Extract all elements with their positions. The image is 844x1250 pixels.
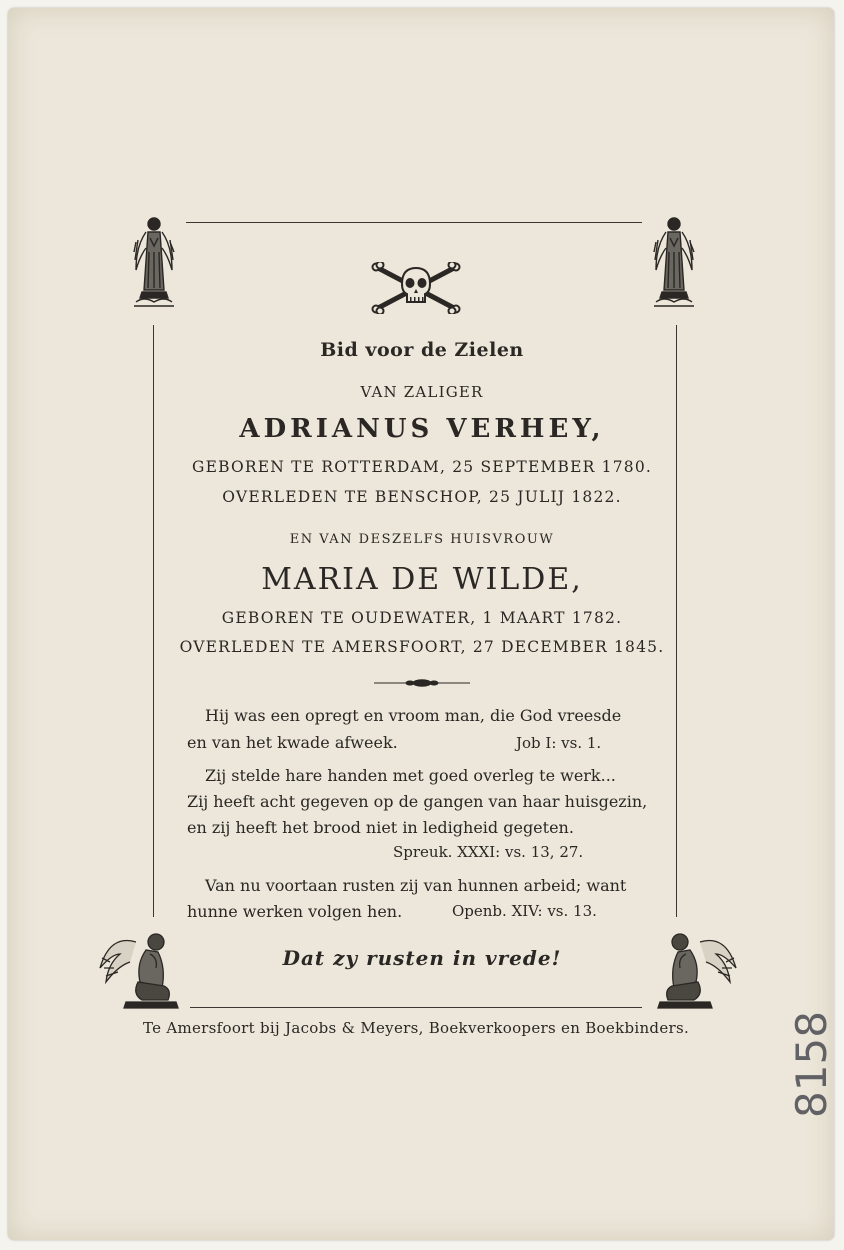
printer-imprint: Te Amersfoort bij Jacobs & Meyers, Boekverkoopers en Boekbinders. [142,1019,690,1037]
standing-praying-angel-icon [130,212,178,312]
bottom-rule [190,1007,642,1008]
closing-prayer: Dat zy rusten in vrede! [282,946,562,970]
top-rule [186,222,642,223]
verse-1-line-1: Hij was een opregt en vroom man, die God vreesde [205,706,622,725]
fleuron-divider [372,676,472,690]
death-line-2: OVERLEDEN TE AMERSFOORT, 27 DECEMBER 1845. [179,638,665,656]
verse-2-line-2: Zij heeft acht gegeven op de gangen van haar huisgezin, [187,792,648,811]
inventory-number: 8158 [786,1011,836,1118]
verse-2-reference: Spreuk. XXXI: vs. 13, 27. [393,843,584,861]
death-line-1: OVERLEDEN TE BENSCHOP, 25 JULIJ 1822. [222,488,622,506]
verse-2-line-3: en zij heeft het brood niet in ledigheid gegeten. [187,818,574,837]
heading: Bid voor de Zielen [320,339,524,361]
verse-3-line-1: Van nu voortaan rusten zij van hunnen arbeid; want [205,876,627,895]
verse-3-reference: Openb. XIV: vs. 13. [452,902,597,920]
verse-1-line-2: en van het kwade afweek. [187,733,398,752]
birth-line-2: GEBOREN TE OUDEWATER, 1 MAART 1782. [221,609,623,627]
kneeling-weeping-angel-icon [96,928,184,1014]
connector-line: EN VAN DESZELFS HUISVROUW [289,532,555,547]
verse-1-reference: Job I: vs. 1. [516,734,602,752]
kneeling-weeping-angel-icon [652,928,740,1014]
van-zaliger: VAN ZALIGER [360,383,484,401]
name-adrianus-verhey: ADRIANUS VERHEY, [239,414,605,444]
name-maria-de-wilde: MARIA DE WILDE, [261,562,583,597]
verse-2-line-1: Zij stelde hare handen met goed overleg te werk... [205,766,616,785]
skull-and-crossbones-icon [370,262,462,314]
birth-line-1: GEBOREN TE ROTTERDAM, 25 SEPTEMBER 1780. [191,458,653,476]
standing-praying-angel-icon [650,212,698,312]
verse-3-line-2: hunne werken volgen hen. [187,902,403,921]
